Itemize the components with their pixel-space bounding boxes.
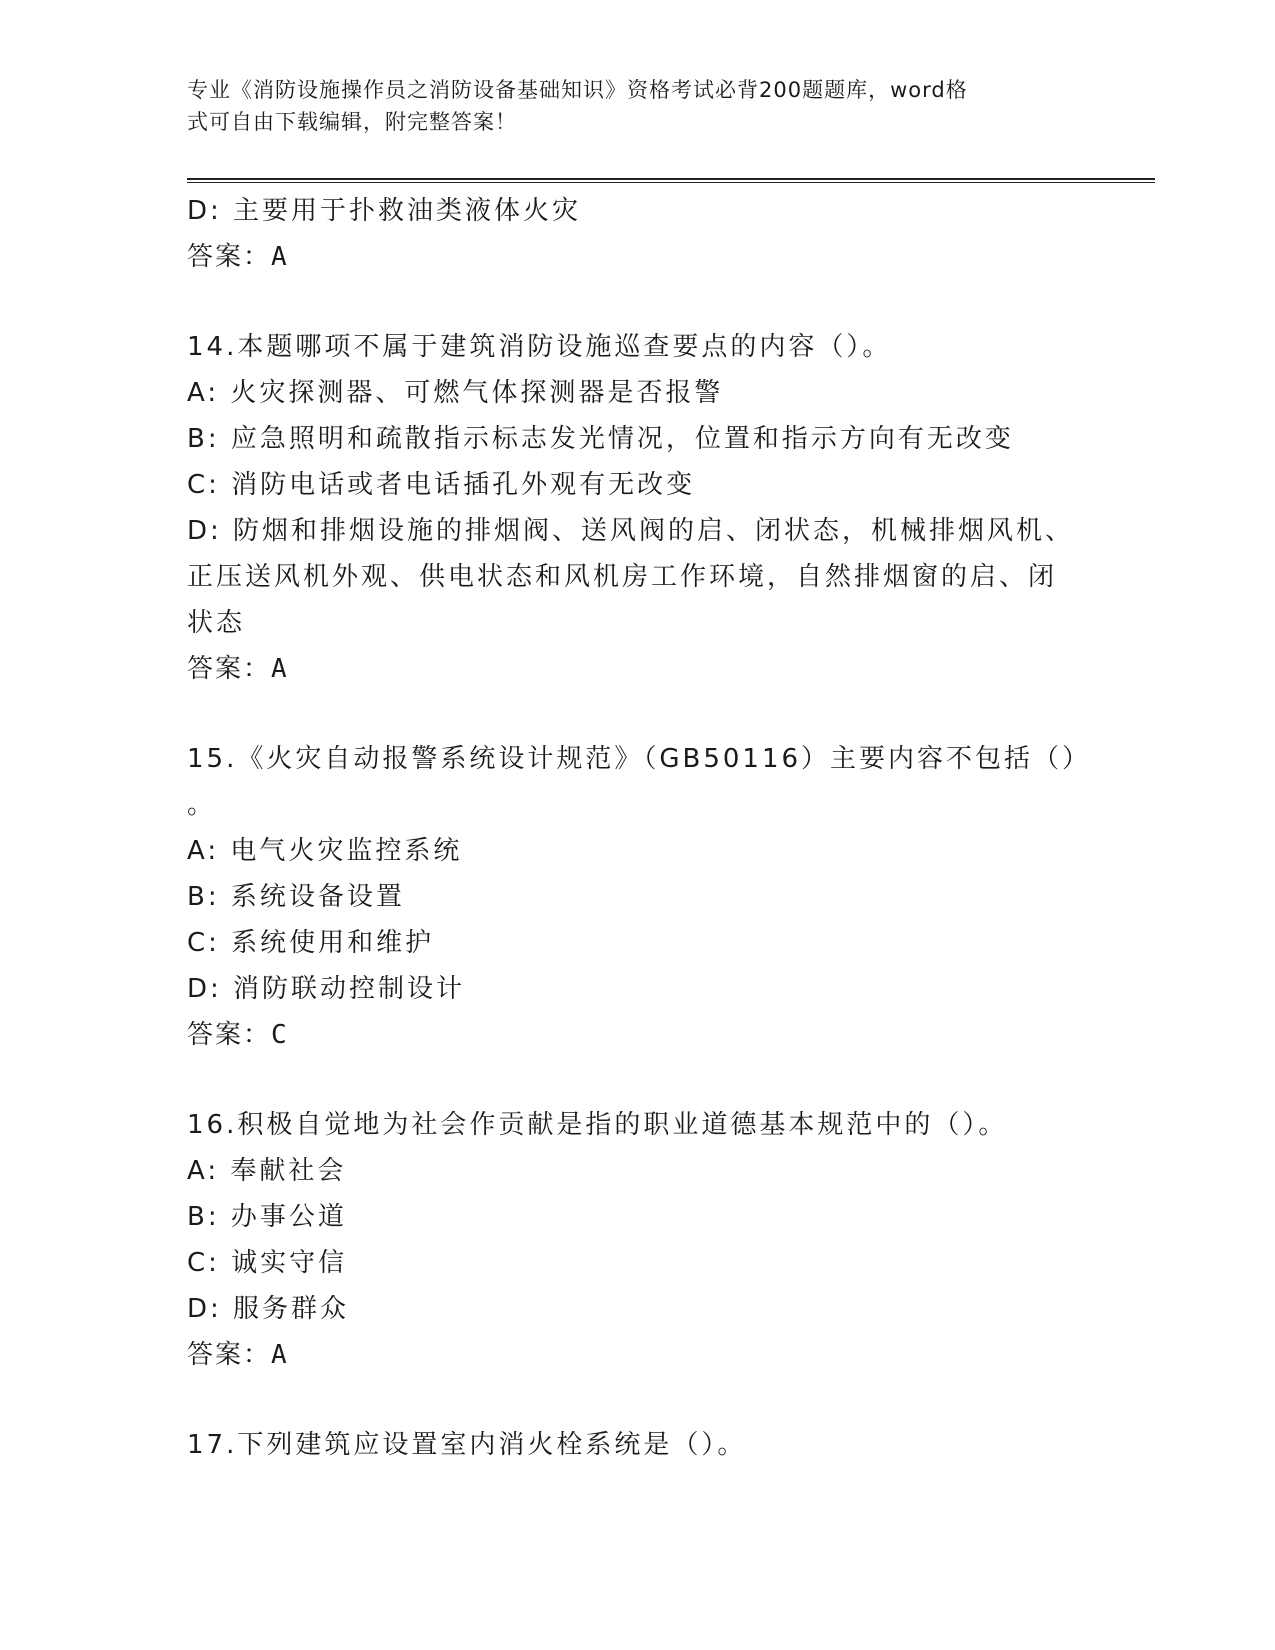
question-text: 16.积极自觉地为社会作贡献是指的职业道德基本规范中的（）。 <box>187 1110 1008 1140</box>
option-d: D: 主要用于扑救油类液体火灾 <box>187 196 582 226</box>
question-text: 17.下列建筑应设置室内消火栓系统是（）。 <box>187 1430 747 1460</box>
question-text-line-2: 。 <box>187 790 217 820</box>
answer-line <box>187 234 1087 280</box>
option-d-line-2: 正压送风机外观、供电状态和风机房工作环境，自然排烟窗的启、闭 <box>187 562 1058 592</box>
option-b: B: 办事公道 <box>187 1202 347 1232</box>
answer-value: C <box>271 1020 289 1050</box>
answer-label: 答案： <box>187 242 272 272</box>
question-text: 14.本题哪项不属于建筑消防设施巡查要点的内容（）。 <box>187 332 892 362</box>
option-b: B: 应急照明和疏散指示标志发光情况，位置和指示方向有无改变 <box>187 424 1014 454</box>
answer-value: A <box>271 654 289 684</box>
option-c: C: 消防电话或者电话插孔外观有无改变 <box>187 470 696 500</box>
question-block-17 <box>187 1422 1087 1468</box>
header-line-1: 专业《消防设施操作员之消防设备基础知识》资格考试必背200题题库，word格 <box>187 78 968 102</box>
option-a: A: 电气火灾监控系统 <box>187 836 463 866</box>
option-d-line-3: 状态 <box>187 608 246 638</box>
option-a: A: 奉献社会 <box>187 1156 347 1186</box>
option-b: B: 系统设备设置 <box>187 882 405 912</box>
header-divider <box>187 178 1155 183</box>
answer-value: A <box>271 1340 289 1370</box>
question-text-line-1: 15.《火灾自动报警系统设计规范》（GB50116）主要内容不包括（） <box>187 744 1092 774</box>
question-block-13 <box>187 188 1087 280</box>
header-line-2: 式可自由下载编辑，附完整答案！ <box>187 110 517 134</box>
option-d-line-1: D: 防烟和排烟设施的排烟阀、送风阀的启、闭状态，机械排烟风机、 <box>187 516 1075 546</box>
option-c: C: 诚实守信 <box>187 1248 348 1278</box>
option-a: A: 火灾探测器、可燃气体探测器是否报警 <box>187 378 724 408</box>
question-block-15 <box>187 736 1092 1058</box>
answer-label: 答案： <box>187 654 272 684</box>
answer-label: 答案： <box>187 1020 272 1050</box>
question-list <box>187 188 1092 1468</box>
answer-line <box>187 1012 1087 1058</box>
document-header <box>187 74 1067 138</box>
option-d: D: 消防联动控制设计 <box>187 974 466 1004</box>
option-d: D: 服务群众 <box>187 1294 350 1324</box>
answer-label: 答案： <box>187 1340 272 1370</box>
answer-line <box>187 646 1087 692</box>
answer-line <box>187 1332 1087 1378</box>
answer-value: A <box>271 242 289 272</box>
question-block-16 <box>187 1102 1087 1378</box>
option-c: C: 系统使用和维护 <box>187 928 435 958</box>
question-block-14 <box>187 324 1087 692</box>
